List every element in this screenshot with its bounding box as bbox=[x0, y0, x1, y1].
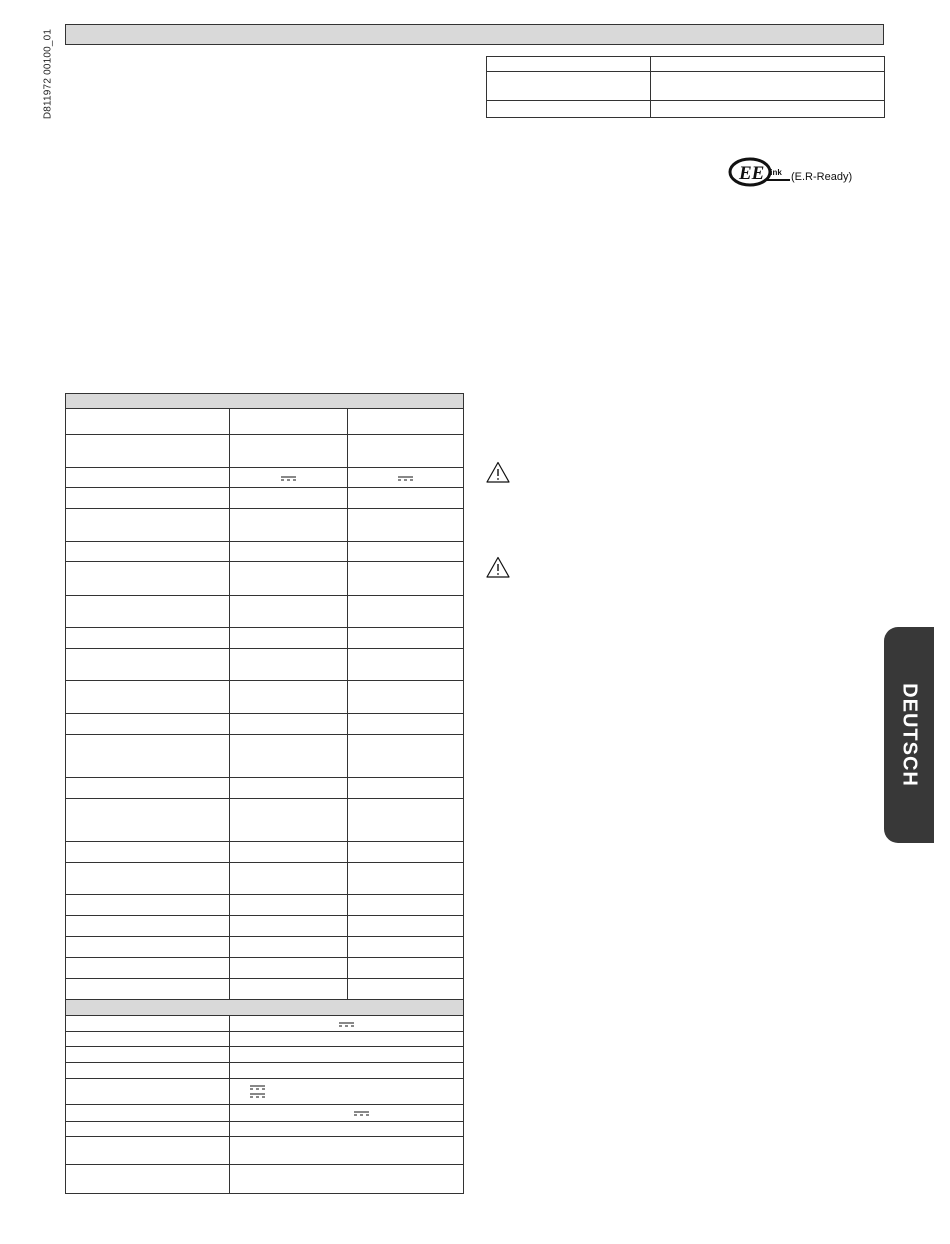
table-row bbox=[66, 735, 464, 778]
table-row bbox=[66, 937, 464, 958]
table-row bbox=[66, 714, 464, 735]
table-row bbox=[66, 799, 464, 842]
table-row bbox=[66, 1079, 464, 1105]
table-row bbox=[66, 649, 464, 681]
table-row bbox=[66, 488, 464, 509]
table-row bbox=[66, 435, 464, 468]
language-tab-label: DEUTSCH bbox=[898, 683, 921, 787]
warning-icon bbox=[486, 461, 510, 483]
dc-current-icon bbox=[354, 1111, 369, 1116]
table-row bbox=[66, 842, 464, 863]
logo-link-text: link bbox=[768, 168, 782, 177]
table-row bbox=[66, 681, 464, 714]
document-code bbox=[38, 24, 58, 124]
table-row bbox=[66, 1122, 464, 1137]
table-row bbox=[66, 1063, 464, 1079]
warning-icon bbox=[486, 556, 510, 578]
logo-ready-text: (E.R-Ready) bbox=[791, 171, 853, 183]
dc-current-icon bbox=[339, 1022, 354, 1027]
table-row bbox=[66, 916, 464, 937]
table-row bbox=[487, 72, 885, 101]
ee-link-logo-graphic bbox=[728, 156, 868, 192]
table-row bbox=[66, 1047, 464, 1063]
header-bar bbox=[65, 24, 884, 45]
dc-current-icon bbox=[281, 476, 296, 481]
language-tab bbox=[884, 627, 934, 843]
info-table bbox=[486, 56, 885, 118]
table-row bbox=[66, 895, 464, 916]
ee-link-logo bbox=[728, 156, 868, 192]
document-code-text: D811972 00100_01 bbox=[42, 28, 54, 120]
table-row bbox=[66, 778, 464, 799]
table-row bbox=[66, 1137, 464, 1165]
table-row bbox=[66, 468, 464, 488]
table-row bbox=[487, 57, 885, 72]
table-row bbox=[66, 409, 464, 435]
table-section-header bbox=[66, 1000, 464, 1016]
table-row bbox=[66, 628, 464, 649]
table-row bbox=[66, 562, 464, 596]
dc-current-icon bbox=[250, 1085, 265, 1090]
table-row bbox=[66, 1105, 464, 1122]
dc-current-icon bbox=[398, 476, 413, 481]
table-row bbox=[66, 1032, 464, 1047]
table-row bbox=[66, 958, 464, 979]
table-row bbox=[66, 509, 464, 542]
logo-badge-text: EE bbox=[739, 163, 765, 184]
table-row bbox=[66, 1016, 464, 1032]
table-row bbox=[66, 596, 464, 628]
table-row bbox=[487, 101, 885, 118]
table-row bbox=[66, 542, 464, 562]
table-row bbox=[66, 863, 464, 895]
table-section-header bbox=[66, 394, 464, 409]
dc-current-icon bbox=[250, 1093, 265, 1098]
technical-data-table bbox=[65, 393, 464, 1194]
table-row bbox=[66, 1165, 464, 1194]
table-row bbox=[66, 979, 464, 1000]
